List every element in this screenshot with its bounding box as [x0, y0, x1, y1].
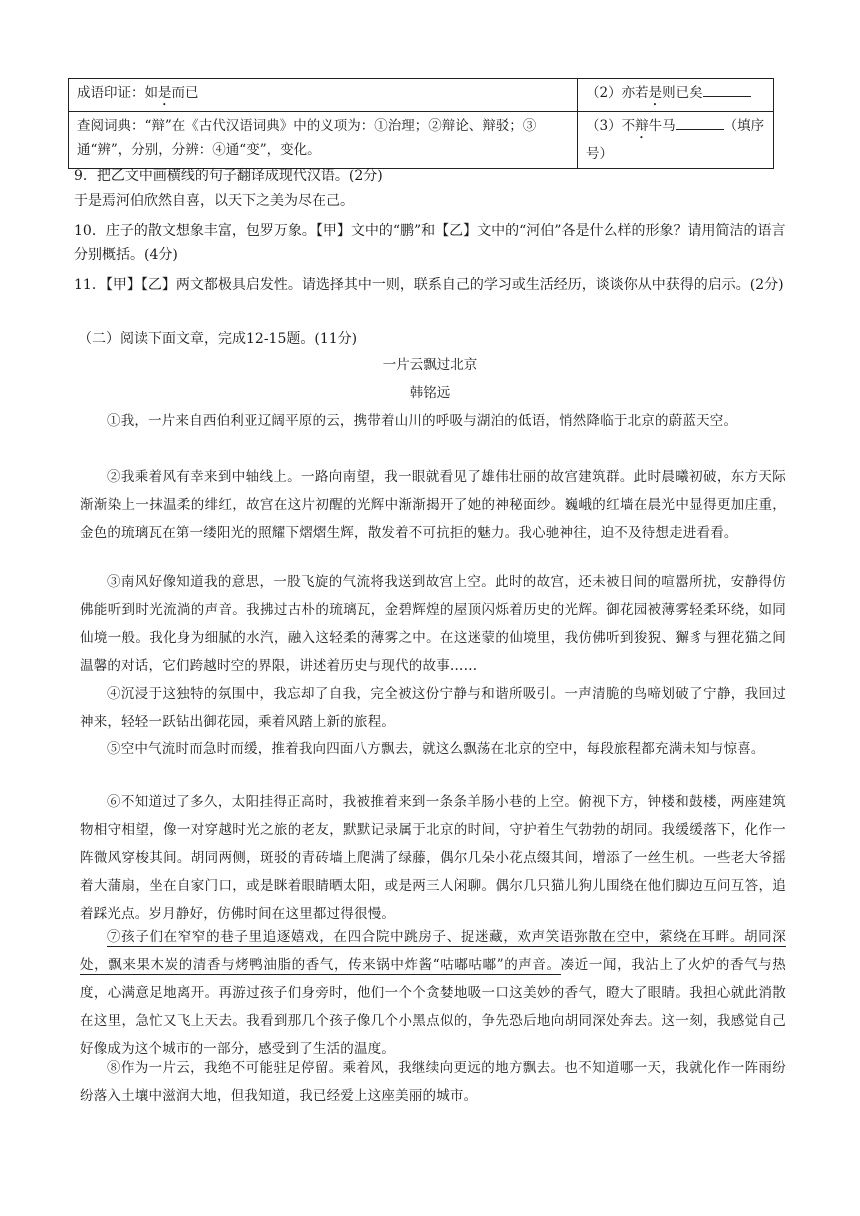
section-heading: （二）阅读下面文章，完成12-15题。(11分): [78, 331, 358, 347]
emphasized-char: 是: [648, 85, 663, 101]
cell-text: 成语印证：如: [77, 85, 158, 101]
question-9-sentence: 于是焉河伯欣然自喜，以天下之美为尽在己。: [74, 193, 354, 209]
table-row: [69, 112, 774, 169]
article-author: 韩铭远: [409, 385, 451, 401]
paragraph-3: ③南风好像知道我的意思，一股飞旋的气流将我送到故宫上空。此时的故宫，还未被日间的喧嚣所扰，安静得仿佛能听到时光流淌的声音。我拂过古朴的琉璃瓦，金碧辉煌的屋顶闪烁着历史的光辉。御花园被薄雾轻柔环绕，如同仙境一般。我化身为细腻的水汽，融入这轻柔的薄雾之中。在这迷蒙的仙境里，我仿佛听到狻猊、獬豸与狸花猫之间温馨的对话，它们跨越时空的界限，讲述着历史与现代的故事……: [80, 574, 786, 674]
cell-text: 牛马: [648, 118, 676, 134]
paragraph-6: ⑥不知道过了多久，太阳挂得正高时，我被推着来到一条条羊肠小巷的上空。俯视下方，钟楼和鼓楼，两座建筑物相守相望，像一对穿越时光之旅的老友，默默记录属于北京的时间，守护着生气勃勃的胡同。我缓缓落下，化作一阵微风穿梭其间。胡同两侧，斑驳的青砖墙上爬满了绿藤，偶尔几朵小花点缀其间，增添了一丝生机。一些老大爷摇着大蒲扇，坐在自家门口，或是眯着眼睛晒太阳，或是两三人闲聊。偶尔几只猫儿狗儿围绕在他们脚边互问互答，追着踩光点。岁月静好，仿佛时间在这里都过得很慢。: [80, 794, 786, 922]
emphasized-char: 辩: [635, 118, 649, 134]
answer-blank[interactable]: [703, 82, 751, 97]
cell-text: （2）亦若: [586, 85, 649, 101]
paragraph-5: ⑤空中气流时而急时而缓，推着我向四面八方飘去，就这么飘荡在北京的空中，每段旅程都充满未知与惊喜。: [107, 741, 765, 757]
article-title: 一片云飘过北京: [382, 357, 478, 373]
table-cell: [578, 112, 774, 169]
question-10: 10．庄子的散文想象丰富，包罗万象。【甲】文中的“鹏”和【乙】文中的“河伯”各是什么样的形象？请用简洁的语言分别概括。(4分): [74, 223, 786, 263]
paragraph-8: ⑧作为一片云，我绝不可能驻足停留。乘着风，我继续向更远的地方飘去。也不知道哪一天，我就化作一阵雨纷纷落入土壤中滋润大地，但我知道，我已经爱上这座美丽的城市。: [80, 1060, 786, 1104]
cell-text: 则已矣: [662, 85, 703, 101]
answer-blank[interactable]: [676, 115, 724, 130]
cell-text: （3）不: [586, 118, 636, 134]
table-cell: [69, 79, 578, 112]
table-cell: 查阅词典：“辩”在《古代汉语词典》中的义项为：①治理；②辩论、辩驳；③通“辨”，分别，分辨：④通“变”，变化。: [69, 112, 578, 169]
paragraph-2: ②我乘着风有幸来到中轴线上。一路向南望，我一眼就看见了雄伟壮丽的故宫建筑群。此时晨曦初破，东方天际渐渐染上一抹温柔的绯红，故宫在这片初醒的光辉中渐渐揭开了她的神秘面纱。巍峨的红墙在晨光中显得更加庄重，金色的琉璃瓦在第一缕阳光的照耀下熠熠生辉，散发着不可抗拒的魅力。我心驰神往，迫不及待想走进看看。: [80, 469, 786, 541]
vocabulary-table: [68, 78, 774, 169]
paragraph-1: ①我，一片来自西伯利亚辽阔平原的云，携带着山川的呼吸与湖泊的低语，悄然降临于北京的蔚蓝天空。: [107, 413, 738, 429]
paragraph-7-rest: 凑近一闻，我沾上了火炉的香气与热度，心满意足地离开。再游过孩子们身旁时，他们一个个贪婪地吸一口这美妙的香气，瞪大了眼睛。我担心就此消散在这里，急忙又飞上天去。我看到那几个孩子像几个小黑点似的，争先恐后地向胡同深处奔去。这一刻，我感觉自己好像成为这个城市的一部分，感受到了生活的温度。: [80, 957, 787, 1057]
question-9: 9．把乙文中画横线的句子翻译成现代汉语。(2分): [74, 168, 383, 184]
underlined-sentence: ⑦孩子们在窄窄的巷子里追逐嬉戏，在四合院中跳房子、捉迷藏，欢声笑语弥散在空中，萦绕在耳畔。胡同深处，飘来果木炭的清香与烤鸭油脂的香气，传来锅中炸酱“咕嘟咕嘟”的声音。: [80, 929, 786, 973]
table-row: [69, 79, 774, 112]
emphasized-char: 是: [158, 85, 172, 101]
paragraph-4: ④沉浸于这独特的氛围中，我忘却了自我，完全被这份宁静与和谐所吸引。一声清脆的鸟啼划破了宁静，我回过神来，轻轻一跃钻出御花园，乘着风踏上新的旅程。: [80, 686, 786, 730]
paragraph-7: [80, 923, 786, 1063]
cell-text: （填序号）: [586, 118, 765, 162]
cell-text: 而已: [171, 85, 199, 101]
table-cell: [578, 79, 774, 112]
question-11: 11．【甲】【乙】两文都极具启发性。请选择其中一则，联系自己的学习或生活经历，谈谈你从中获得的启示。(2分): [74, 277, 784, 293]
